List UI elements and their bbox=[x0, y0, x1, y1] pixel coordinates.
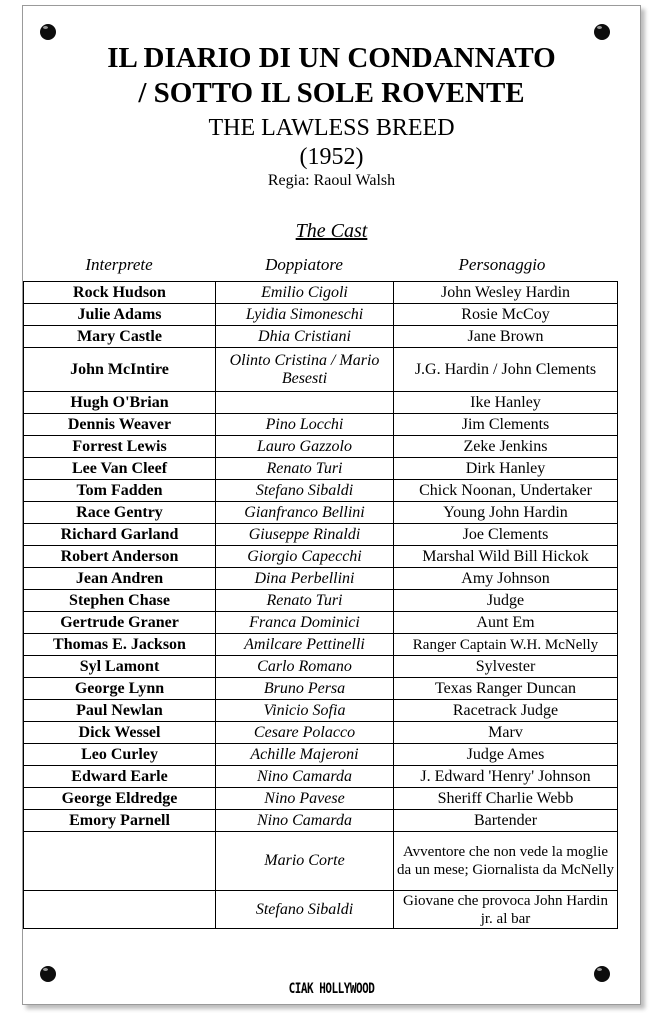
table-row bbox=[24, 414, 618, 436]
cell-actor: Julie Adams bbox=[24, 304, 216, 326]
cast-table bbox=[23, 281, 618, 929]
table-row bbox=[24, 502, 618, 524]
cell-actor: Robert Anderson bbox=[24, 546, 216, 568]
cell-character: Marv bbox=[394, 722, 618, 744]
table-row bbox=[24, 480, 618, 502]
table-row bbox=[24, 568, 618, 590]
cell-actor: Jean Andren bbox=[24, 568, 216, 590]
cell-actor: John McIntire bbox=[24, 348, 216, 392]
cell-character: Sylvester bbox=[394, 656, 618, 678]
cell-character: Judge bbox=[394, 590, 618, 612]
table-row bbox=[24, 832, 618, 891]
cell-dubber bbox=[216, 392, 394, 414]
cast-card bbox=[22, 5, 641, 1005]
cell-actor bbox=[24, 891, 216, 929]
cell-character: Marshal Wild Bill Hickok bbox=[394, 546, 618, 568]
ciak-hollywood-logo: CIAK HOLLYWOOD bbox=[288, 980, 375, 997]
table-row bbox=[24, 788, 618, 810]
cell-dubber: Mario Corte bbox=[216, 832, 394, 891]
cell-actor: Dennis Weaver bbox=[24, 414, 216, 436]
cell-dubber: Dina Perbellini bbox=[216, 568, 394, 590]
cell-actor: Rock Hudson bbox=[24, 282, 216, 304]
cell-actor: Gertrude Graner bbox=[24, 612, 216, 634]
cell-dubber: Emilio Cigoli bbox=[216, 282, 394, 304]
director: Regia: Raoul Walsh bbox=[267, 172, 396, 189]
cell-actor: Dick Wessel bbox=[24, 722, 216, 744]
table-row bbox=[24, 304, 618, 326]
cell-dubber: Pino Locchi bbox=[216, 414, 394, 436]
cell-character: Bartender bbox=[394, 810, 618, 832]
cell-dubber: Achille Majeroni bbox=[216, 744, 394, 766]
cell-character: Chick Noonan, Undertaker bbox=[394, 480, 618, 502]
cell-dubber: Nino Pavese bbox=[216, 788, 394, 810]
cell-character: Rosie McCoy bbox=[394, 304, 618, 326]
cell-actor: Lee Van Cleef bbox=[24, 458, 216, 480]
cell-actor: Leo Curley bbox=[24, 744, 216, 766]
column-header-dubber: Doppiatore bbox=[265, 255, 343, 274]
cell-actor: Syl Lamont bbox=[24, 656, 216, 678]
table-row bbox=[24, 766, 618, 788]
cell-character: J.G. Hardin / John Clements bbox=[394, 348, 618, 392]
table-row bbox=[24, 700, 618, 722]
table-row bbox=[24, 722, 618, 744]
cell-actor: Race Gentry bbox=[24, 502, 216, 524]
table-row bbox=[24, 524, 618, 546]
cell-dubber: Lyidia Simoneschi bbox=[216, 304, 394, 326]
cell-dubber: Gianfranco Bellini bbox=[216, 502, 394, 524]
cell-dubber: Stefano Sibaldi bbox=[216, 891, 394, 929]
cell-character: Dirk Hanley bbox=[394, 458, 618, 480]
cell-actor: Thomas E. Jackson bbox=[24, 634, 216, 656]
table-row bbox=[24, 436, 618, 458]
table-row bbox=[24, 348, 618, 392]
cell-actor: George Lynn bbox=[24, 678, 216, 700]
cell-actor: Edward Earle bbox=[24, 766, 216, 788]
cell-dubber: Amilcare Pettinelli bbox=[216, 634, 394, 656]
cell-character: Texas Ranger Duncan bbox=[394, 678, 618, 700]
cell-character: Sheriff Charlie Webb bbox=[394, 788, 618, 810]
table-row bbox=[24, 326, 618, 348]
table-row bbox=[24, 282, 618, 304]
cell-character: Racetrack Judge bbox=[394, 700, 618, 722]
cell-dubber: Lauro Gazzolo bbox=[216, 436, 394, 458]
cell-dubber: Renato Turi bbox=[216, 590, 394, 612]
table-row bbox=[24, 634, 618, 656]
cell-dubber: Dhia Cristiani bbox=[216, 326, 394, 348]
table-row bbox=[24, 810, 618, 832]
cell-actor: Emory Parnell bbox=[24, 810, 216, 832]
cell-actor: Paul Newlan bbox=[24, 700, 216, 722]
cell-dubber: Stefano Sibaldi bbox=[216, 480, 394, 502]
original-title: THE LAWLESS BREED bbox=[208, 115, 455, 141]
cell-character: Zeke Jenkins bbox=[394, 436, 618, 458]
cell-character: John Wesley Hardin bbox=[394, 282, 618, 304]
cell-dubber: Giuseppe Rinaldi bbox=[216, 524, 394, 546]
column-header-actor: Interprete bbox=[85, 255, 153, 274]
cell-character: Ranger Captain W.H. McNelly bbox=[394, 634, 618, 656]
cell-actor: George Eldredge bbox=[24, 788, 216, 810]
table-row bbox=[24, 656, 618, 678]
punch-hole-top-right bbox=[594, 24, 610, 40]
table-row bbox=[24, 891, 618, 929]
cell-dubber: Giorgio Capecchi bbox=[216, 546, 394, 568]
cell-character: J. Edward 'Henry' Johnson bbox=[394, 766, 618, 788]
cell-actor: Richard Garland bbox=[24, 524, 216, 546]
italian-title-line-2: / SOTTO IL SOLE ROVENTE bbox=[138, 77, 525, 109]
cell-dubber: Vinicio Sofia bbox=[216, 700, 394, 722]
cell-actor: Forrest Lewis bbox=[24, 436, 216, 458]
cell-character: Young John Hardin bbox=[394, 502, 618, 524]
cell-dubber: Olinto Cristina / Mario Besesti bbox=[216, 348, 394, 392]
release-year: (1952) bbox=[299, 144, 364, 170]
cell-dubber: Nino Camarda bbox=[216, 766, 394, 788]
cell-character: Giovane che provoca John Hardin jr. al bar bbox=[394, 891, 618, 929]
cell-dubber: Franca Dominici bbox=[216, 612, 394, 634]
cell-actor bbox=[24, 832, 216, 891]
cast-heading: The Cast bbox=[295, 220, 368, 242]
column-header-character: Personaggio bbox=[458, 255, 546, 274]
table-row bbox=[24, 744, 618, 766]
cell-actor: Tom Fadden bbox=[24, 480, 216, 502]
cell-character: Jane Brown bbox=[394, 326, 618, 348]
cell-dubber: Bruno Persa bbox=[216, 678, 394, 700]
punch-hole-top-left bbox=[40, 24, 56, 40]
table-row bbox=[24, 612, 618, 634]
table-row bbox=[24, 392, 618, 414]
cell-actor: Mary Castle bbox=[24, 326, 216, 348]
cell-character: Aunt Em bbox=[394, 612, 618, 634]
italian-title-line-1: IL DIARIO DI UN CONDANNATO bbox=[107, 42, 556, 74]
cell-character: Avventore che non vede la moglie da un mese; Giornalista da McNelly bbox=[394, 832, 618, 891]
cell-character: Jim Clements bbox=[394, 414, 618, 436]
cell-dubber: Renato Turi bbox=[216, 458, 394, 480]
table-row bbox=[24, 678, 618, 700]
cell-dubber: Cesare Polacco bbox=[216, 722, 394, 744]
cell-character: Joe Clements bbox=[394, 524, 618, 546]
cell-character: Amy Johnson bbox=[394, 568, 618, 590]
table-row bbox=[24, 546, 618, 568]
table-row bbox=[24, 458, 618, 480]
cell-actor: Hugh O'Brian bbox=[24, 392, 216, 414]
cell-character: Judge Ames bbox=[394, 744, 618, 766]
cell-character: Ike Hanley bbox=[394, 392, 618, 414]
cell-dubber: Carlo Romano bbox=[216, 656, 394, 678]
cell-dubber: Nino Camarda bbox=[216, 810, 394, 832]
cell-actor: Stephen Chase bbox=[24, 590, 216, 612]
table-row bbox=[24, 590, 618, 612]
